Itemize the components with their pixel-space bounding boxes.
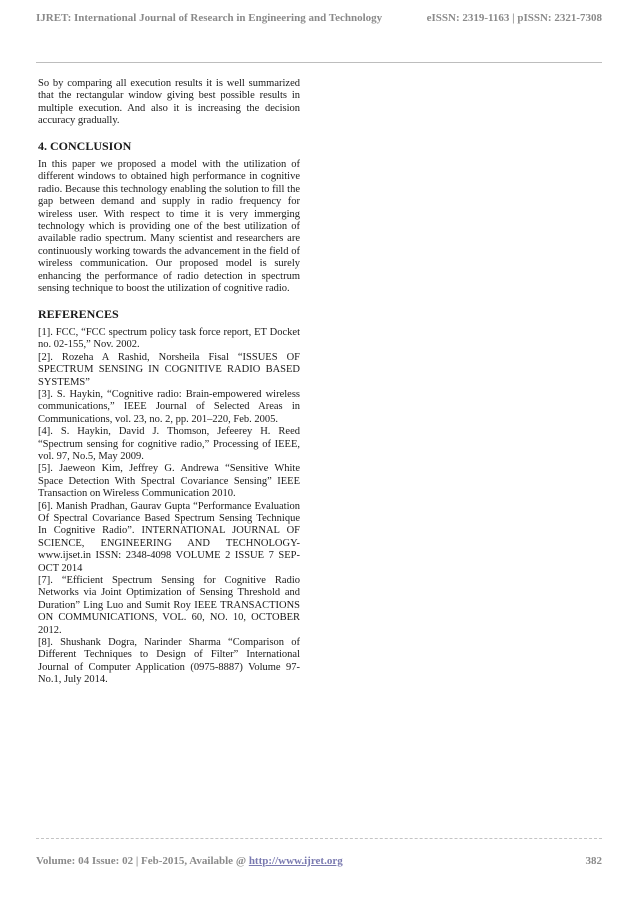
intro-paragraph: So by comparing all execution results it is well summarized that the rectangular window giving best possible results in multiple execution. And also it is increasing the decision accuracy gradually. [38, 78, 300, 127]
reference-item: [7]. “Efficient Spectrum Sensing for Cognitive Radio Networks via Joint Optimization of Sensing Threshold and Duration” Ling Luo and Sumit Roy IEEE TRANSACTIONS ON COMMUNICATIONS, VOL. 60, NO. 10, OCTOBER 2012. [38, 575, 300, 636]
journal-title: IJRET: International Journal of Research in Engineering and Technology [36, 12, 383, 24]
references-heading: REFERENCES [38, 306, 119, 321]
references-list [38, 327, 300, 687]
journal-url-link[interactable]: http://www.ijret.org [248, 855, 343, 867]
page-number: 382 [585, 855, 602, 867]
conclusion-paragraph: In this paper we proposed a model with the utilization of different windows to obtained high performance in cognitive radio. Because this technology enabling the solution to fill the gap between demand and supply in radio frequency for wireless user. With respect to time it is very immerging technology which is providing one of the best utilization of available radio spectrum. Many scientist and researchers are continuously working towards the advancement in the field of wireless communication. Our proposed model is surely enhancing the performance of radio detection in spectrum sensing technique to boost the utilization of cognitive radio. [38, 159, 300, 295]
reference-item: [1]. FCC, “FCC spectrum policy task force report, ET Docket no. 02-155,” Nov. 2002. [38, 326, 300, 351]
footer-volume [36, 855, 343, 867]
header-divider [36, 62, 602, 63]
reference-item: [2]. Rozeha A Rashid, Norsheila Fisal “ISSUES OF SPECTRUM SENSING IN COGNITIVE RADIO BASED SYSTEMS” [38, 351, 300, 388]
reference-item: [8]. Shushank Dogra, Narinder Sharma “Comparison of Different Techniques to Design of Filter” International Journal of Computer Application (0975-8887) Volume 97-No.1, July 2014. [38, 637, 300, 686]
issn-info: eISSN: 2319-1163 | pISSN: 2321-7308 [426, 12, 602, 24]
reference-item: [6]. Manish Pradhan, Gaurav Gupta “Performance Evaluation Of Spectral Covariance Based Spectrum Sensing Technique In Cognitive Radio”. INTERNATIONAL JOURNAL OF SCIENCE, ENGINEERING AND TECHNOLOGY- www.ijset.in ISSN: 2348-4098 VOLUME 2 ISSUE 7 SEP-OCT 2014 [38, 500, 300, 574]
running-header [36, 12, 602, 28]
conclusion-heading: 4. CONCLUSION [38, 138, 132, 153]
reference-item: [3]. S. Haykin, “Cognitive radio: Brain-empowered wireless communications,” IEEE Journal of Selected Areas in Communications, vol. 23, no. 2, pp. 201–220, Feb. 2005. [38, 388, 300, 425]
reference-item: [5]. Jaeweon Kim, Jeffrey G. Andrewa “Sensitive White Space Detection With Spectral Covariance Sensing” IEEE Transaction on Wireless Communication 2010. [38, 463, 300, 500]
reference-item: [4]. S. Haykin, David J. Thomson, Jefeerey H. Reed “Spectrum sensing for cognitive radio,” Processing of IEEE, vol. 97, No.5, May 2009. [38, 426, 300, 462]
footer-divider [36, 838, 602, 839]
left-column [38, 78, 300, 687]
volume-info: Volume: 04 Issue: 02 | Feb-2015, Available @ [36, 855, 249, 867]
running-footer [36, 855, 602, 871]
